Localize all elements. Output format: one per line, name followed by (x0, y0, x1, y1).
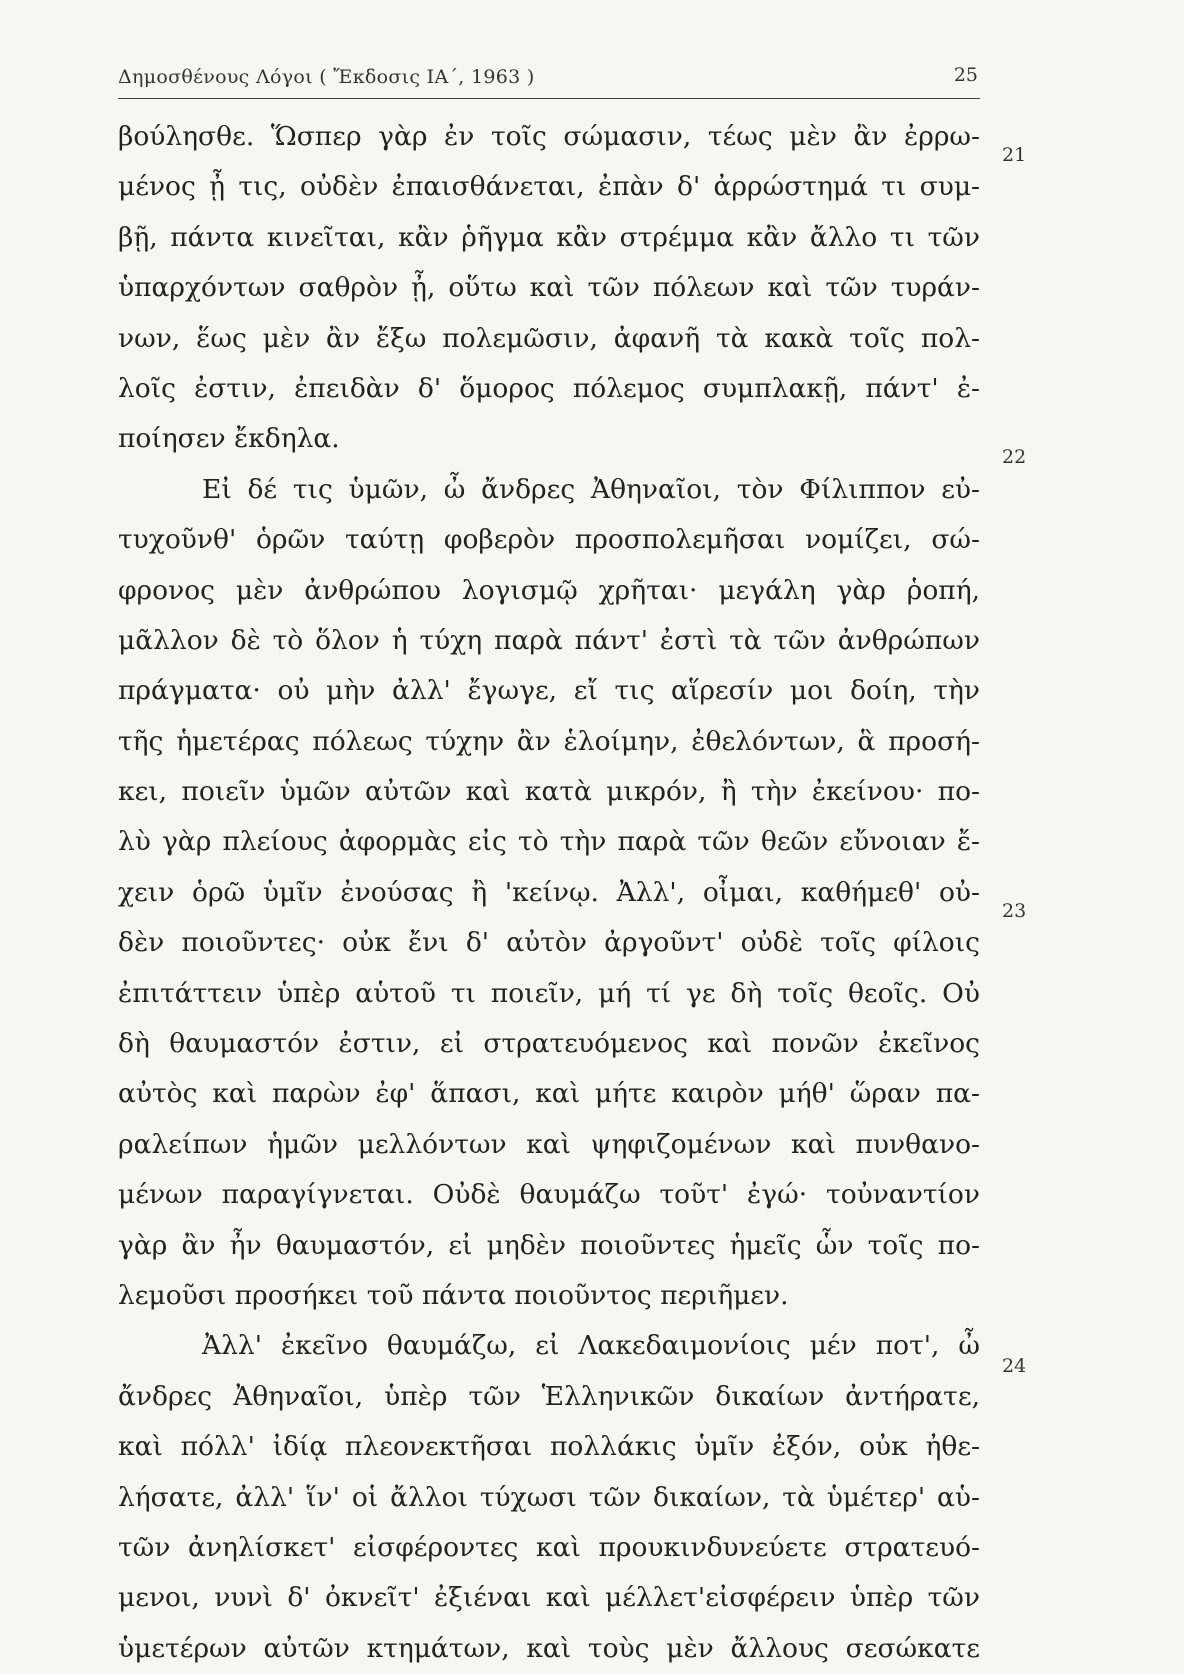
text-line: νων, ἕως μὲν ἂν ἔξω πολεμῶσιν, ἀφανῆ τὰ κακὰ τοῖς πολ- (118, 322, 980, 354)
header-title: Δημοσθένους Λόγοι ( Ἔκδοσις ΙΑ΄, 1963 ) (118, 66, 535, 88)
text-line: λοῖς ἐστιν, ἐπειδὰν δ' ὅμορος πόλεμος συμπλακῇ, πάντ' ἐ- (118, 372, 980, 404)
text-line: αὐτὸς καὶ παρὼν ἐφ' ἅπασι, καὶ μήτε καιρὸν μήθ' ὥραν πα- (118, 1078, 980, 1110)
text-line: κει, ποιεῖν ὑμῶν αὐτῶν καὶ κατὰ μικρόν, ἢ τὴν ἐκείνου· πο- (118, 776, 980, 808)
text-line: Ἀλλ' ἐκεῖνο θαυμάζω, εἰ Λακεδαιμονίοις μέν ποτ', ὦ (202, 1330, 980, 1362)
text-line: ἐπιτάττειν ὑπὲρ αὑτοῦ τι ποιεῖν, μή τί γε δὴ τοῖς θεοῖς. Οὐ (118, 977, 980, 1009)
text-line: τῶν ἀνηλίσκετ' εἰσφέροντες καὶ προυκινδυνεύετε στρατευό- (118, 1531, 980, 1563)
section-number: 23 (1002, 900, 1027, 922)
page-number: 25 (953, 64, 978, 86)
text-line: μᾶλλον δὲ τὸ ὅλον ἡ τύχη παρὰ πάντ' ἐστὶ τὰ τῶν ἀνθρώπων (118, 624, 980, 656)
text-line: ραλείπων ἡμῶν μελλόντων καὶ ψηφιζομένων καὶ πυνθανο- (118, 1128, 980, 1160)
text-line: τυχοῦνθ' ὁρῶν ταύτῃ φοβερὸν προσπολεμῆσαι νομίζει, σώ- (118, 524, 980, 556)
text-line: γὰρ ἂν ἦν θαυμαστόν, εἰ μηδὲν ποιοῦντες ἡμεῖς ὧν τοῖς πο- (118, 1229, 980, 1261)
text-line: λήσατε, ἀλλ' ἵν' οἱ ἄλλοι τύχωσι τῶν δικαίων, τὰ ὑμέτερ' αὑ- (118, 1481, 980, 1513)
text-line: ἄνδρες Ἀθηναῖοι, ὑπὲρ τῶν Ἑλληνικῶν δικαίων ἀντήρατε, (118, 1380, 980, 1412)
text-line: βούλησθε. Ὥσπερ γὰρ ἐν τοῖς σώμασιν, τέως μὲν ἂν ἐρρω- (118, 121, 980, 152)
section-number: 21 (1002, 144, 1027, 166)
text-line: χειν ὁρῶ ὑμῖν ἐνούσας ἢ 'κείνῳ. Ἀλλ', οἶμαι, καθήμεθ' οὐ- (118, 876, 980, 908)
text-line: πράγματα· οὐ μὴν ἀλλ' ἔγωγε, εἴ τις αἵρεσίν μοι δοίη, τὴν (118, 675, 980, 707)
text-line: καὶ πόλλ' ἰδίᾳ πλεονεκτῆσαι πολλάκις ὑμῖν ἐξόν, οὐκ ἠθε- (118, 1431, 980, 1463)
text-line: μενοι, νυνὶ δ' ὀκνεῖτ' ἐξιέναι καὶ μέλλετ'εἰσφέρειν ὑπὲρ τῶν (118, 1582, 980, 1614)
running-header (118, 58, 980, 99)
text-line: μένων παραγίγνεται. Οὐδὲ θαυμάζω τοῦτ' ἐγώ· τοὐναντίον (118, 1179, 980, 1211)
text-line: Εἰ δέ τις ὑμῶν, ὦ ἄνδρες Ἀθηναῖοι, τὸν Φίλιππον εὐ- (202, 473, 980, 505)
text-line: μένος ᾖ τις, οὐδὲν ἐπαισθάνεται, ἐπὰν δ' ἀρρώστημά τι συμ- (118, 171, 980, 203)
text-body (118, 112, 1027, 1674)
text-line: τῆς ἡμετέρας πόλεως τύχην ἂν ἑλοίμην, ἐθελόντων, ἃ προσή- (118, 725, 980, 757)
section-number: 22 (1002, 446, 1027, 468)
text-line: ὑμετέρων αὐτῶν κτημάτων, καὶ τοὺς μὲν ἄλλους σεσώκατε (118, 1632, 980, 1664)
text-line: δὴ θαυμαστόν ἐστιν, εἰ στρατευόμενος καὶ πονῶν ἐκεῖνος (118, 1028, 980, 1060)
text-line: φρονος μὲν ἀνθρώπου λογισμῷ χρῆται· μεγάλη γὰρ ῥοπή, (118, 574, 980, 606)
text-line: βῇ, πάντα κινεῖται, κἂν ῥῆγμα κἂν στρέμμα κἂν ἄλλο τι τῶν (118, 221, 980, 253)
text-line: λὺ γὰρ πλείους ἀφορμὰς εἰς τὸ τὴν παρὰ τῶν θεῶν εὔνοιαν ἔ- (118, 826, 980, 858)
text-line: λεμοῦσι προσήκει τοῦ πάντα ποιοῦντος περιῆμεν. (118, 1279, 789, 1311)
text-line: ὑπαρχόντων σαθρὸν ᾖ, οὕτω καὶ τῶν πόλεων καὶ τῶν τυράν- (118, 272, 980, 304)
text-line: δὲν ποιοῦντες· οὐκ ἔνι δ' αὐτὸν ἀργοῦντ' οὐδὲ τοῖς φίλοις (118, 927, 980, 959)
text-line: ποίησεν ἔκδηλα. (118, 423, 340, 455)
section-number: 24 (1002, 1355, 1027, 1377)
